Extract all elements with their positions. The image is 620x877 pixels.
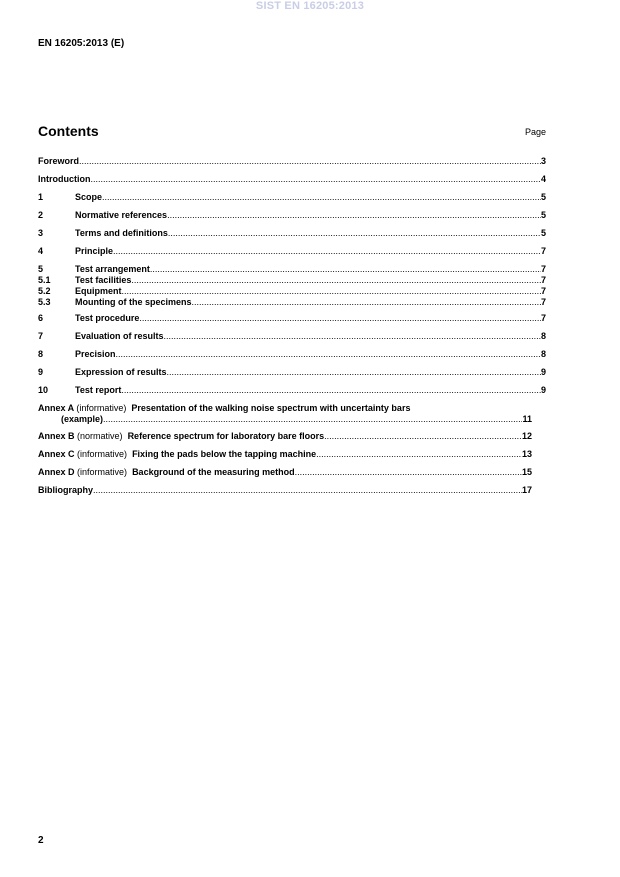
dot-leader	[139, 313, 541, 324]
annex-title: Presentation of the walking noise spectrum with uncertainty bars	[131, 403, 411, 413]
toc-entry-terms-and-definitions[interactable]	[38, 226, 546, 244]
toc-entry-page: 7	[540, 313, 546, 323]
toc-entry-page: 7	[540, 246, 546, 256]
toc-entry-title: Introduction	[38, 174, 91, 184]
toc-entry-number: 5.1	[38, 275, 51, 285]
toc-entry-scope[interactable]	[38, 190, 546, 208]
toc-entry-number: 10	[38, 385, 49, 395]
toc-entry-annex-a[interactable]	[38, 401, 546, 429]
toc-entry-normative-references[interactable]	[38, 208, 546, 226]
toc-entry-number: 8	[38, 349, 44, 359]
toc-entry-number: 4	[38, 246, 44, 256]
annex-title: Reference spectrum for laboratory bare floors	[127, 431, 325, 441]
toc-entry-bibliography[interactable]	[38, 483, 546, 501]
toc-entry-title: Expression of results	[75, 367, 167, 377]
dot-leader	[122, 286, 541, 297]
annex-type: (normative)	[77, 431, 123, 441]
toc-entry-title: Mounting of the specimens	[75, 297, 192, 307]
toc-entry-page: 7	[540, 264, 546, 274]
toc-entry-page: 15	[521, 467, 532, 477]
dot-leader	[324, 431, 522, 442]
toc-entry-title: Test facilities	[75, 275, 132, 285]
toc-entry-mounting-of-specimens[interactable]	[38, 297, 546, 311]
toc-entry-page: 9	[540, 367, 546, 377]
dot-leader	[79, 156, 541, 167]
annex-label: Annex D	[38, 467, 75, 477]
toc-entry-annex-b[interactable]	[38, 429, 546, 447]
toc-entry-precision[interactable]	[38, 347, 546, 365]
toc-entry-page: 9	[540, 385, 546, 395]
toc-entry-annex-d[interactable]	[38, 465, 546, 483]
toc-entry-evaluation-of-results[interactable]	[38, 329, 546, 347]
dot-leader	[316, 449, 522, 460]
dot-leader	[93, 485, 522, 496]
toc-entry-page: 8	[540, 349, 546, 359]
dot-leader	[150, 264, 541, 275]
toc-entry-foreword[interactable]	[38, 154, 546, 172]
annex-label: Annex A	[38, 403, 74, 413]
dot-leader	[168, 228, 541, 239]
annex-label: Annex C	[38, 449, 75, 459]
toc-entry-page: 8	[540, 331, 546, 341]
annex-type: (informative)	[77, 449, 128, 459]
toc-entry-number: 2	[38, 210, 44, 220]
toc-entry-page: 3	[540, 156, 546, 166]
toc-entry-title: Principle	[75, 246, 114, 256]
dot-leader	[116, 349, 541, 360]
dot-leader	[131, 275, 541, 286]
toc-entry-page: 5	[540, 210, 546, 220]
toc-entry-number: 6	[38, 313, 44, 323]
dot-leader	[103, 414, 522, 425]
dot-leader	[167, 367, 541, 378]
toc-entry-page: 5	[540, 192, 546, 202]
annex-title-continued: (example)	[61, 414, 104, 424]
toc-entry-title: Test arrangement	[75, 264, 150, 274]
toc-entry-number: 7	[38, 331, 44, 341]
toc-entry-number: 5.2	[38, 286, 51, 296]
toc-entry-page: 7	[540, 286, 546, 296]
dot-leader	[121, 385, 541, 396]
dot-leader	[192, 297, 541, 308]
toc-entry-title: Bibliography	[38, 485, 94, 495]
toc-entry-title: Normative references	[75, 210, 168, 220]
toc-entry-number: 5	[38, 264, 44, 274]
toc-entry-title: Foreword	[38, 156, 80, 166]
toc-entry-page: 7	[540, 297, 546, 307]
toc-entry-page: 7	[540, 275, 546, 285]
annex-title: Background of the measuring method	[132, 467, 295, 477]
toc-entry-number: 3	[38, 228, 44, 238]
toc-entry-number: 5.3	[38, 297, 51, 307]
annex-label: Annex B	[38, 431, 75, 441]
contents-title: Contents	[38, 123, 99, 139]
toc-entry-page: 17	[521, 485, 532, 495]
page-number: 2	[38, 835, 44, 846]
dot-leader	[295, 467, 522, 478]
toc-entry-number: 9	[38, 367, 44, 377]
toc-entry-page: 13	[521, 449, 532, 459]
toc-entry-page: 5	[540, 228, 546, 238]
toc-entry-test-arrangement[interactable]	[38, 262, 546, 275]
dot-leader	[102, 192, 541, 203]
dot-leader	[113, 246, 541, 257]
dot-leader	[167, 210, 541, 221]
page-column-label: Page	[524, 127, 546, 137]
toc-entry-page: 11	[522, 414, 532, 424]
annex-title: Fixing the pads below the tapping machine	[132, 449, 317, 459]
toc-entry-principle[interactable]	[38, 244, 546, 262]
toc-entry-title: Equipment	[75, 286, 122, 296]
toc-entry-page: 12	[521, 431, 532, 441]
watermark: SIST EN 16205:2013	[255, 0, 365, 12]
toc-entry-annex-c[interactable]	[38, 447, 546, 465]
toc-entry-test-procedure[interactable]	[38, 311, 546, 329]
document-header: EN 16205:2013 (E)	[38, 38, 125, 49]
toc-entry-title: Precision	[75, 349, 116, 359]
toc-entry-expression-of-results[interactable]	[38, 365, 546, 383]
dot-leader	[91, 174, 541, 185]
toc-entry-number: 1	[38, 192, 44, 202]
annex-type: (informative)	[76, 403, 127, 413]
toc-entry-title: Terms and definitions	[75, 228, 168, 238]
toc-entry-title: Test procedure	[75, 313, 140, 323]
toc-entry-introduction[interactable]	[38, 172, 546, 190]
toc-entry-title: Test report	[75, 385, 122, 395]
dot-leader	[164, 331, 541, 342]
toc-entry-title: Evaluation of results	[75, 331, 164, 341]
toc-entry-test-facilities[interactable]	[38, 275, 546, 286]
toc-entry-title: Scope	[75, 192, 103, 202]
toc-entry-test-report[interactable]	[38, 383, 546, 401]
table-of-contents	[38, 154, 546, 501]
toc-entry-equipment[interactable]	[38, 286, 546, 297]
annex-type: (informative)	[77, 467, 128, 477]
toc-entry-page: 4	[540, 174, 546, 184]
